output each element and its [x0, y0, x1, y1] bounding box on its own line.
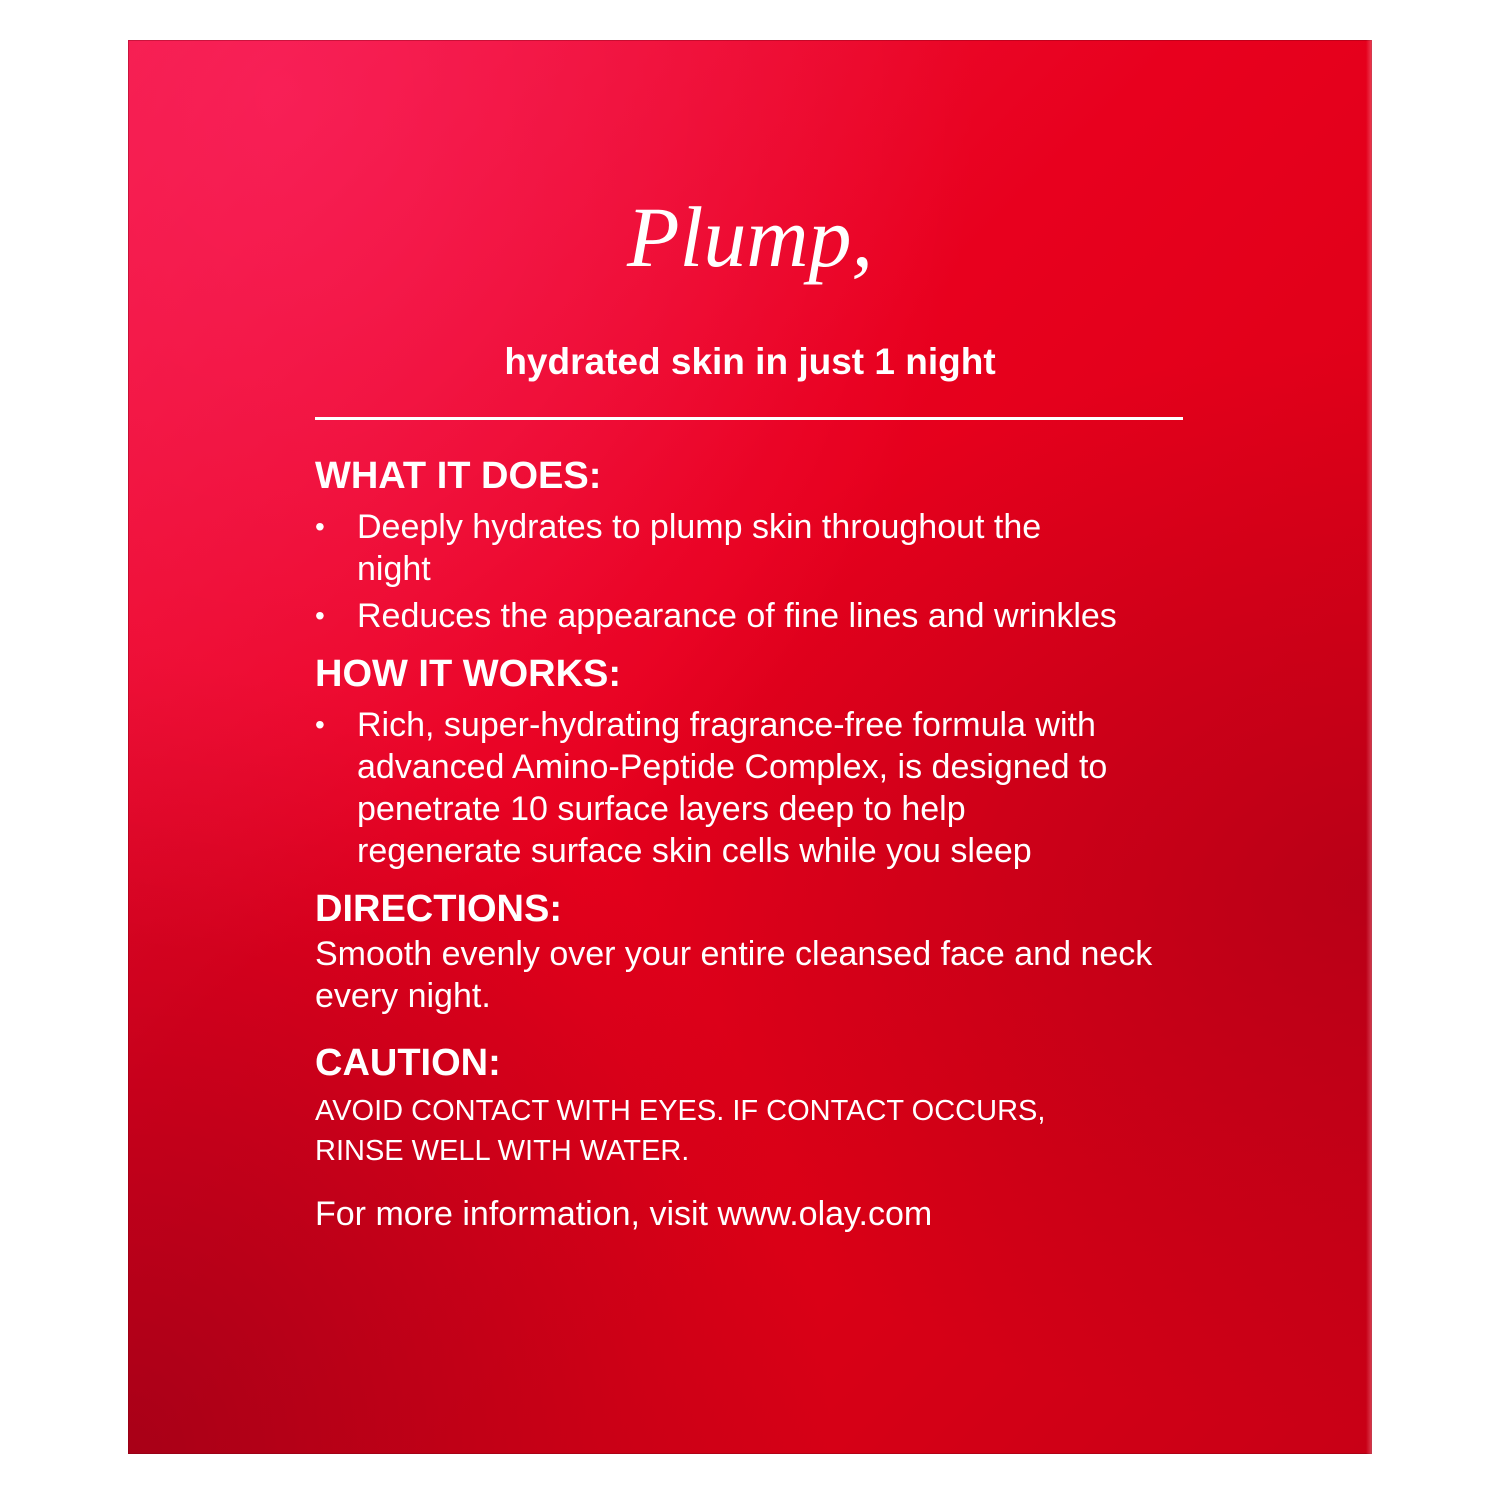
box-side-edge	[1366, 40, 1372, 1454]
product-box-panel	[128, 40, 1372, 1454]
section-caution	[315, 1039, 1135, 1171]
what-it-does-list	[315, 506, 1215, 637]
bullet-text: Rich, super-hydrating fragrance-free formula with advanced Amino-Peptide Complex, is designed to penetrate 10 surface layers deep to help regenerate surface skin cells while you sleep	[357, 706, 1108, 870]
bullet-text: Reduces the appearance of fine lines and wrinkles	[357, 597, 1117, 635]
divider-rule	[315, 417, 1183, 420]
section-title-caution: CAUTION:	[315, 1042, 501, 1084]
list-item	[315, 704, 1117, 872]
directions-text: Smooth evenly over your entire cleansed face and neck every night.	[315, 935, 1153, 1015]
section-how-it-works	[315, 650, 1215, 872]
info-sections	[315, 452, 1215, 1235]
section-title-what-it-does: WHAT IT DOES:	[315, 455, 602, 497]
list-item	[315, 506, 1077, 590]
caution-text: AVOID CONTACT WITH EYES. IF CONTACT OCCURS, RINSE WELL WITH WATER.	[315, 1095, 1046, 1167]
bullet-icon: •	[315, 600, 325, 631]
section-what-it-does	[315, 452, 1215, 637]
section-directions	[315, 885, 1165, 1017]
list-item	[315, 595, 1257, 637]
bullet-text: Deeply hydrates to plump skin throughout the night	[357, 508, 1042, 588]
section-title-directions: DIRECTIONS:	[315, 888, 562, 930]
footer-info-text: For more information, visit www.olay.com	[315, 1195, 933, 1233]
bullet-icon: •	[315, 709, 325, 740]
section-title-how-it-works: HOW IT WORKS:	[315, 653, 622, 695]
subheadline: hydrated skin in just 1 night	[504, 341, 996, 382]
how-it-works-list	[315, 704, 1215, 872]
bullet-icon: •	[315, 511, 325, 542]
headline: Plump,	[626, 189, 874, 285]
